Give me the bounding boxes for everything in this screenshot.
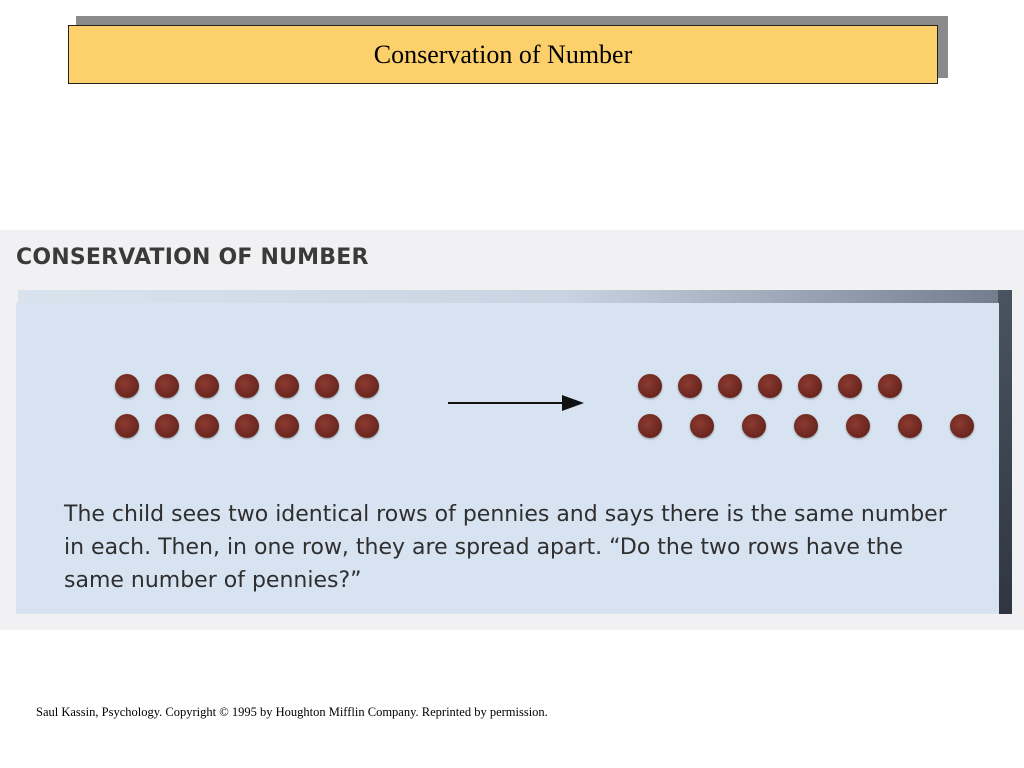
slide-title: Conservation of Number: [373, 39, 633, 69]
penny-before-bottom: [115, 414, 139, 438]
penny-before-bottom: [235, 414, 259, 438]
penny-before-bottom: [275, 414, 299, 438]
arrow-line: [448, 402, 566, 404]
penny-after-top: [798, 374, 822, 398]
figure-heading: CONSERVATION OF NUMBER: [16, 245, 369, 270]
penny-before-top: [115, 374, 139, 398]
panel-side-edge: [998, 290, 1012, 614]
penny-before-top: [235, 374, 259, 398]
penny-before-top: [315, 374, 339, 398]
penny-before-top: [155, 374, 179, 398]
arrow-right-icon: [562, 395, 584, 411]
penny-before-bottom: [355, 414, 379, 438]
penny-after-top: [758, 374, 782, 398]
panel-top-edge: [18, 290, 1012, 304]
penny-after-bottom: [950, 414, 974, 438]
penny-after-top: [838, 374, 862, 398]
penny-after-bottom: [846, 414, 870, 438]
penny-before-bottom: [195, 414, 219, 438]
figure-caption: The child sees two identical rows of pennies and says there is the same number in each. Then, in one row, they are spread apart. “Do the two rows have the same number of pennies?”: [64, 502, 947, 593]
penny-after-top: [638, 374, 662, 398]
penny-after-bottom: [690, 414, 714, 438]
penny-after-bottom: [742, 414, 766, 438]
penny-after-top: [878, 374, 902, 398]
penny-before-top: [355, 374, 379, 398]
copyright-credit: Saul Kassin, Psychology. Copyright © 1995 by Houghton Mifflin Company. Reprinted by permission.: [36, 705, 548, 719]
penny-before-bottom: [155, 414, 179, 438]
title-banner: [68, 25, 938, 84]
penny-before-top: [195, 374, 219, 398]
penny-before-top: [275, 374, 299, 398]
penny-after-bottom: [794, 414, 818, 438]
penny-after-bottom: [638, 414, 662, 438]
penny-after-top: [718, 374, 742, 398]
penny-after-bottom: [898, 414, 922, 438]
penny-before-bottom: [315, 414, 339, 438]
penny-after-top: [678, 374, 702, 398]
